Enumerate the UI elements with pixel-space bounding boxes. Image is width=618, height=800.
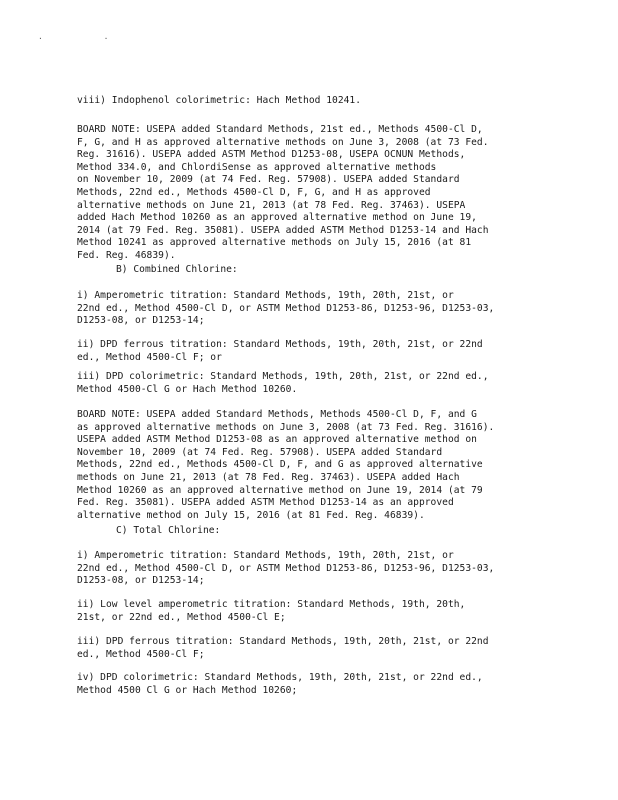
combined-iii-dpd-colorimetric: iii) DPD colorimetric: Standard Methods, 19th, 20th, 21st, or 22nd ed., Method 4500-Cl G or Hach Method 10260. xyxy=(77,371,489,395)
board-note-free-chlorine: BOARD NOTE: USEPA added Standard Methods, 21st ed., Methods 4500-Cl D, F, G, and H as approved alternative methods on June 3, 2008 (at 73 Fed. Reg. 31616). USEPA added ASTM Method D1253-08, USEPA OCNUN Methods, Method 334.0, and ChlordiSense as approved alternative methods on November 10, 2009 (at 74 Fed. Reg. 57908). USEPA added Standard Methods, 22nd ed., Methods 4500-Cl D, F, G, and H as approved alternative methods on June 21, 2013 (at 78 Fed. Reg. 37463). USEPA added Hach Method 10260 as an approved alternative method on June 19, 2014 (at 79 Fed. Reg. 35081). USEPA added ASTM Method D1253-14 and Hach Method 10241 as approved alternative methods on July 15, 2016 (at 81 Fed. Reg. 46839). xyxy=(77,124,489,261)
total-iii-dpd-ferrous: iii) DPD ferrous titration: Standard Methods, 19th, 20th, 21st, or 22nd ed., Method 4500-Cl F; xyxy=(77,636,489,660)
section-b-combined-chlorine: B) Combined Chlorine: xyxy=(116,264,238,275)
item-viii-indophenol: viii) Indophenol colorimetric: Hach Method 10241. xyxy=(77,95,361,106)
total-ii-low-level-amperometric: ii) Low level amperometric titration: Standard Methods, 19th, 20th, 21st, or 22nd ed., Method 4500-Cl E; xyxy=(77,599,466,623)
total-i-amperometric: i) Amperometric titration: Standard Methods, 19th, 20th, 21st, or 22nd ed., Method 4500-Cl D, or ASTM Method D1253-86, D1253-96, D1253-03, D1253-08, or D1253-14; xyxy=(77,550,495,587)
combined-i-amperometric: i) Amperometric titration: Standard Methods, 19th, 20th, 21st, or 22nd ed., Method 4500-Cl D, or ASTM Method D1253-86, D1253-96, D1253-03, D1253-08, or D1253-14; xyxy=(77,290,495,327)
total-iv-dpd-colorimetric: iv) DPD colorimetric: Standard Methods, 19th, 20th, 21st, or 22nd ed., Method 4500 Cl G or Hach Method 10260; xyxy=(77,672,483,696)
scan-specks: . . xyxy=(38,32,137,41)
combined-ii-dpd-ferrous: ii) DPD ferrous titration: Standard Methods, 19th, 20th, 21st, or 22nd ed., Method 4500-Cl F; or xyxy=(77,339,483,363)
board-note-combined-chlorine: BOARD NOTE: USEPA added Standard Methods, Methods 4500-Cl D, F, and G as approved alternative methods on June 3, 2008 (at 73 Fed. Reg. 31616). USEPA added ASTM Method D1253-08 as an approved alternative method on November 10, 2009 (at 74 Fed. Reg. 57908). USEPA added Standard Methods, 22nd ed., Methods 4500-Cl D, F, and G as approved alternative methods on June 21, 2013 (at 78 Fed. Reg. 37463). USEPA added Hach Method 10260 as an approved alternative method on June 19, 2014 (at 79 Fed. Reg. 35081). USEPA added ASTM Method D1253-14 as an approved alternative method on July 15, 2016 (at 81 Fed. Reg. 46839). xyxy=(77,409,495,521)
section-c-total-chlorine: C) Total Chlorine: xyxy=(116,525,221,536)
